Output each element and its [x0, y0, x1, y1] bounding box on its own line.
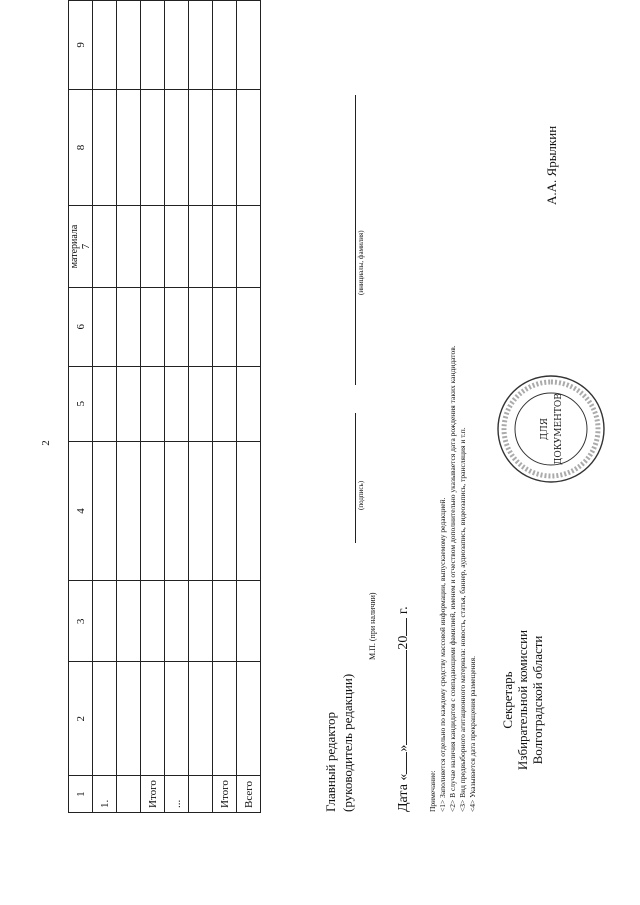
secretary-region: Волгоградской области — [530, 635, 545, 765]
editor-title-line1: Главный редактор — [323, 712, 338, 812]
col-number-9: 9 — [69, 1, 93, 90]
date-suffix: г. — [396, 606, 411, 615]
table-cell — [237, 1, 261, 90]
table-cell — [237, 89, 261, 205]
date-day-blank — [394, 752, 407, 774]
row-label — [117, 776, 141, 813]
table-cell — [165, 287, 189, 366]
table-cell — [165, 206, 189, 288]
secretary-title: Секретарь — [500, 671, 515, 729]
table-cell — [93, 287, 117, 366]
table-row — [213, 1, 237, 813]
table-cell — [117, 287, 141, 366]
table-cell — [213, 441, 237, 581]
row-label — [189, 776, 213, 813]
stamp-center-text-1: ДЛЯ — [540, 417, 550, 441]
table-cell — [237, 287, 261, 366]
note-item: <2> В случае наличия кандидатов с совпадающими фамилией, именем и отчеством дополнительно указывается дата рождения таких кандидатов. — [448, 345, 457, 812]
table-cell — [117, 441, 141, 581]
table-cell — [141, 441, 165, 581]
page-number: 2 — [40, 440, 52, 446]
row-label-ellipsis: ... — [165, 776, 189, 813]
table-cell — [93, 662, 117, 776]
table-cell — [141, 89, 165, 205]
table-cell — [117, 662, 141, 776]
note-item: <1> Заполняется отдельно по каждому средству массовой информации, выпускаемому редакцией. — [438, 497, 447, 812]
seal-place-label: М.П. (при наличии) — [368, 592, 377, 660]
table-cell — [165, 441, 189, 581]
table-cell — [117, 206, 141, 288]
table-cell — [237, 441, 261, 581]
table-cell — [213, 581, 237, 662]
table-header-row — [69, 1, 93, 813]
table-cell — [117, 581, 141, 662]
table-cell — [141, 366, 165, 441]
col-number-4: 4 — [69, 441, 93, 581]
table-cell — [213, 1, 237, 90]
stamp-text-ring — [504, 382, 598, 476]
stamp-center-text-2: ДОКУМЕНТОВ — [554, 393, 564, 465]
table-cell — [165, 89, 189, 205]
table-cell — [93, 89, 117, 205]
table-cell — [213, 89, 237, 205]
col-number-7-text: 7 — [80, 243, 92, 250]
date-year: 20 — [396, 635, 411, 650]
secretary-org: Избирательной комиссии — [515, 629, 530, 771]
table-cell — [165, 662, 189, 776]
date-month-blank — [394, 650, 407, 745]
table-cell — [213, 206, 237, 288]
secretary-name: А.А. Ярылкин — [544, 125, 559, 205]
table-cell — [93, 581, 117, 662]
name-line — [355, 95, 356, 385]
table-row — [237, 1, 261, 813]
editor-title-line2: (руководитель редакции) — [340, 673, 355, 812]
date-mid: » — [396, 744, 411, 752]
col-number-1: 1 — [69, 776, 93, 813]
table-cell — [237, 366, 261, 441]
table-cell — [213, 366, 237, 441]
table-row — [93, 1, 117, 813]
table-cell — [93, 1, 117, 90]
table-row — [141, 1, 165, 813]
col-number-7 — [69, 206, 93, 288]
table-cell — [189, 441, 213, 581]
table-cell — [165, 366, 189, 441]
material-label: материала — [69, 224, 80, 269]
col-number-2: 2 — [69, 662, 93, 776]
note-item: <4> Указывается дата прекращения размещения. — [468, 656, 477, 812]
table-cell — [93, 366, 117, 441]
editor-title — [322, 674, 356, 812]
table-cell — [189, 206, 213, 288]
date-prefix: Дата « — [396, 773, 411, 812]
table-cell — [117, 1, 141, 90]
date-line — [394, 606, 412, 812]
table-cell — [189, 287, 213, 366]
table-cell — [93, 206, 117, 288]
table-cell — [117, 366, 141, 441]
table-cell — [165, 581, 189, 662]
row-label: 1. — [93, 776, 117, 813]
table-cell — [213, 287, 237, 366]
table-cell — [93, 441, 117, 581]
round-seal-stamp — [495, 373, 607, 485]
table-cell — [213, 662, 237, 776]
table-cell — [141, 662, 165, 776]
table-cell — [189, 1, 213, 90]
name-caption: (инициалы, фамилия) — [357, 230, 365, 295]
notes-block — [428, 345, 478, 812]
table-cell — [141, 581, 165, 662]
table-cell — [237, 206, 261, 288]
date-year-blank — [394, 618, 407, 636]
col-number-3: 3 — [69, 581, 93, 662]
row-label-subtotal: Итого — [213, 776, 237, 813]
table-row — [117, 1, 141, 813]
table-cell — [189, 89, 213, 205]
col-number-8: 8 — [69, 89, 93, 205]
row-label-subtotal: Итого — [141, 776, 165, 813]
table-cell — [141, 1, 165, 90]
table-cell — [189, 662, 213, 776]
table-cell — [237, 662, 261, 776]
note-item: <3> Вид предвыборного агитационного материала: новость, статья, баннер, аудиозапись, видеозапись, трансляция и т.п. — [458, 427, 467, 812]
table-row — [189, 1, 213, 813]
col-number-5: 5 — [69, 366, 93, 441]
stamp-inner-ring — [515, 393, 587, 465]
table-row — [165, 1, 189, 813]
table-cell — [237, 581, 261, 662]
signature-caption: (подпись) — [357, 480, 365, 510]
col-number-6: 6 — [69, 287, 93, 366]
secretary-block — [500, 625, 545, 775]
table-cell — [189, 366, 213, 441]
notes-title: Примечание: — [428, 770, 437, 812]
report-table — [68, 0, 261, 813]
table-cell — [117, 89, 141, 205]
table-cell — [141, 206, 165, 288]
signature-line — [355, 413, 356, 543]
table-cell — [165, 1, 189, 90]
table-cell — [189, 581, 213, 662]
stamp-outer-ring — [498, 376, 604, 482]
row-label-total: Всего — [237, 776, 261, 813]
table-cell — [141, 287, 165, 366]
